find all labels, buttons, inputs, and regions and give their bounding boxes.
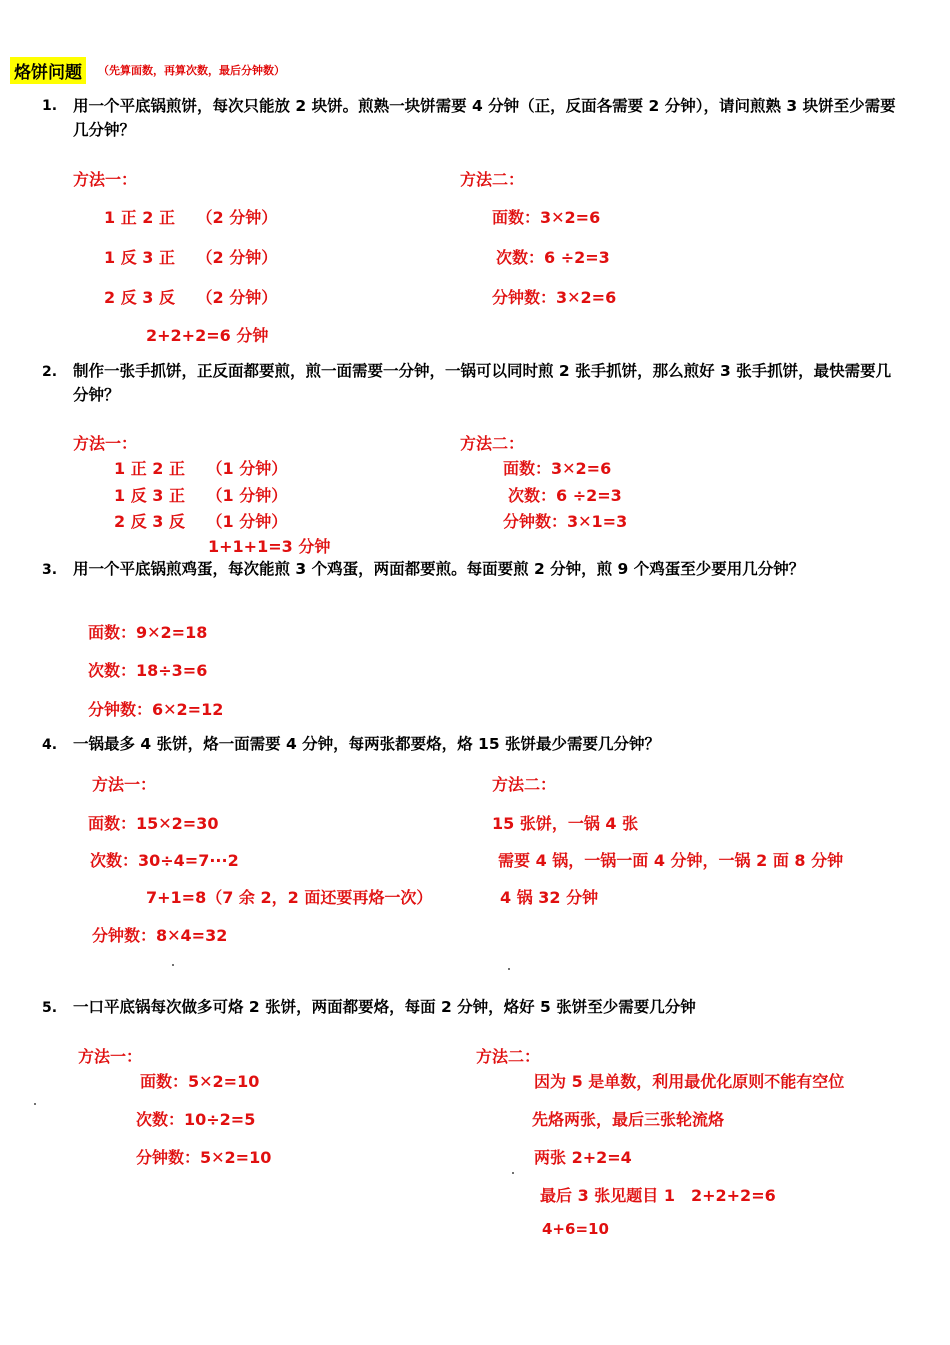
q4-method1-line: 面数：15✕2=30 xyxy=(88,814,219,833)
q5-method2-line: 因为 5 是单数，利用最优化原则不能有空位 xyxy=(534,1072,845,1091)
question-3-text: 用一个平底锅煎鸡蛋，每次能煎 3 个鸡蛋，两面都要煎。每面要煎 2 分钟，煎 9 个鸡蛋至少要用几分钟？ xyxy=(73,560,805,578)
q4-method2-line: 需要 4 锅，一锅一面 4 分钟，一锅 2 面 8 分钟 xyxy=(498,851,844,870)
q5-method1-line: 次数：10÷2=5 xyxy=(136,1110,256,1129)
question-1-number: 1. xyxy=(42,98,58,114)
scan-speck xyxy=(508,968,510,970)
q4-method1-line: 次数：30÷4=7···2 xyxy=(90,851,239,870)
q3-line: 次数：18÷3=6 xyxy=(88,661,208,680)
q1-method2-line: 次数：6 ÷2=3 xyxy=(496,248,610,267)
question-5-number: 5. xyxy=(42,1000,58,1016)
q1-method1-line: 2 反 3 反 （2 分钟） xyxy=(104,288,278,307)
q2-method1-label: 方法一： xyxy=(73,434,138,453)
q2-method1-line: 1 正 2 正 （1 分钟） xyxy=(114,459,288,478)
q5-method2-line: 两张 2+2=4 xyxy=(534,1148,632,1167)
page-subtitle: （先算面数，再算次数，最后分钟数） xyxy=(98,64,285,77)
q4-method2-line: 15 张饼，一锅 4 张 xyxy=(492,814,639,833)
q5-method1-line: 分钟数：5✕2=10 xyxy=(136,1148,272,1167)
q2-method2-line: 次数：6 ÷2=3 xyxy=(508,486,622,505)
q2-method1-line: 1 反 3 正 （1 分钟） xyxy=(114,486,288,505)
question-5-text: 一口平底锅每次做多可烙 2 张饼，两面都要烙，每面 2 分钟，烙好 5 张饼至少需要几分钟 xyxy=(73,998,696,1016)
q1-method2-line: 分钟数：3✕2=6 xyxy=(492,288,617,307)
q2-method2-line: 面数：3✕2=6 xyxy=(503,459,612,478)
q1-method1-line: 1 正 2 正 （2 分钟） xyxy=(104,208,278,227)
q1-method1-line: 1 反 3 正 （2 分钟） xyxy=(104,248,278,267)
q2-method2-label: 方法二： xyxy=(460,434,525,453)
q5-method2-line: 最后 3 张见题目 1 2+2+2=6 xyxy=(540,1186,776,1205)
question-3-number: 3. xyxy=(42,562,58,578)
question-2-text: 制作一张手抓饼，正反面都要煎，煎一面需要一分钟，一锅可以同时煎 2 张手抓饼，那么煎好 3 张手抓饼，最快需要几分钟？ xyxy=(73,362,892,404)
q1-method1-total: 2+2+2=6 分钟 xyxy=(146,326,269,345)
q2-method1-total: 1+1+1=3 分钟 xyxy=(208,537,331,556)
q4-method1-line: 7+1=8（7 余 2，2 面还要再烙一次） xyxy=(146,888,433,907)
question-2-number: 2. xyxy=(42,364,58,380)
page-title: 烙饼问题 xyxy=(10,57,86,84)
q4-method2-label: 方法二： xyxy=(492,775,557,794)
scan-speck xyxy=(34,1103,36,1105)
q1-method2-label: 方法二： xyxy=(460,170,525,189)
q3-line: 分钟数：6✕2=12 xyxy=(88,700,224,719)
q5-method1-line: 面数：5✕2=10 xyxy=(140,1072,260,1091)
q1-method2-line: 面数：3✕2=6 xyxy=(492,208,601,227)
q2-method2-line: 分钟数：3✕1=3 xyxy=(503,512,628,531)
question-1-text: 用一个平底锅煎饼，每次只能放 2 块饼。煎熟一块饼需要 4 分钟（正，反面各需要 2 分钟），请问煎熟 3 块饼至少需要几分钟？ xyxy=(73,97,896,139)
q4-method1-label: 方法一： xyxy=(92,775,157,794)
q1-method1-label: 方法一： xyxy=(73,170,138,189)
q5-method2-line: 先烙两张，最后三张轮流烙 xyxy=(532,1110,725,1129)
q3-line: 面数：9✕2=18 xyxy=(88,623,208,642)
q4-method1-line: 分钟数：8✕4=32 xyxy=(92,926,228,945)
q5-method1-label: 方法一： xyxy=(78,1047,143,1066)
q2-method1-line: 2 反 3 反 （1 分钟） xyxy=(114,512,288,531)
scan-speck xyxy=(172,964,174,966)
question-4-number: 4. xyxy=(42,737,58,753)
q4-method2-line: 4 锅 32 分钟 xyxy=(500,888,599,907)
question-4-text: 一锅最多 4 张饼，烙一面需要 4 分钟，每两张都要烙，烙 15 张饼最少需要几分钟？ xyxy=(73,735,661,753)
scan-speck xyxy=(512,1172,514,1174)
q5-method2-line: 4+6=10 xyxy=(542,1220,609,1238)
q5-method2-label: 方法二： xyxy=(476,1047,541,1066)
